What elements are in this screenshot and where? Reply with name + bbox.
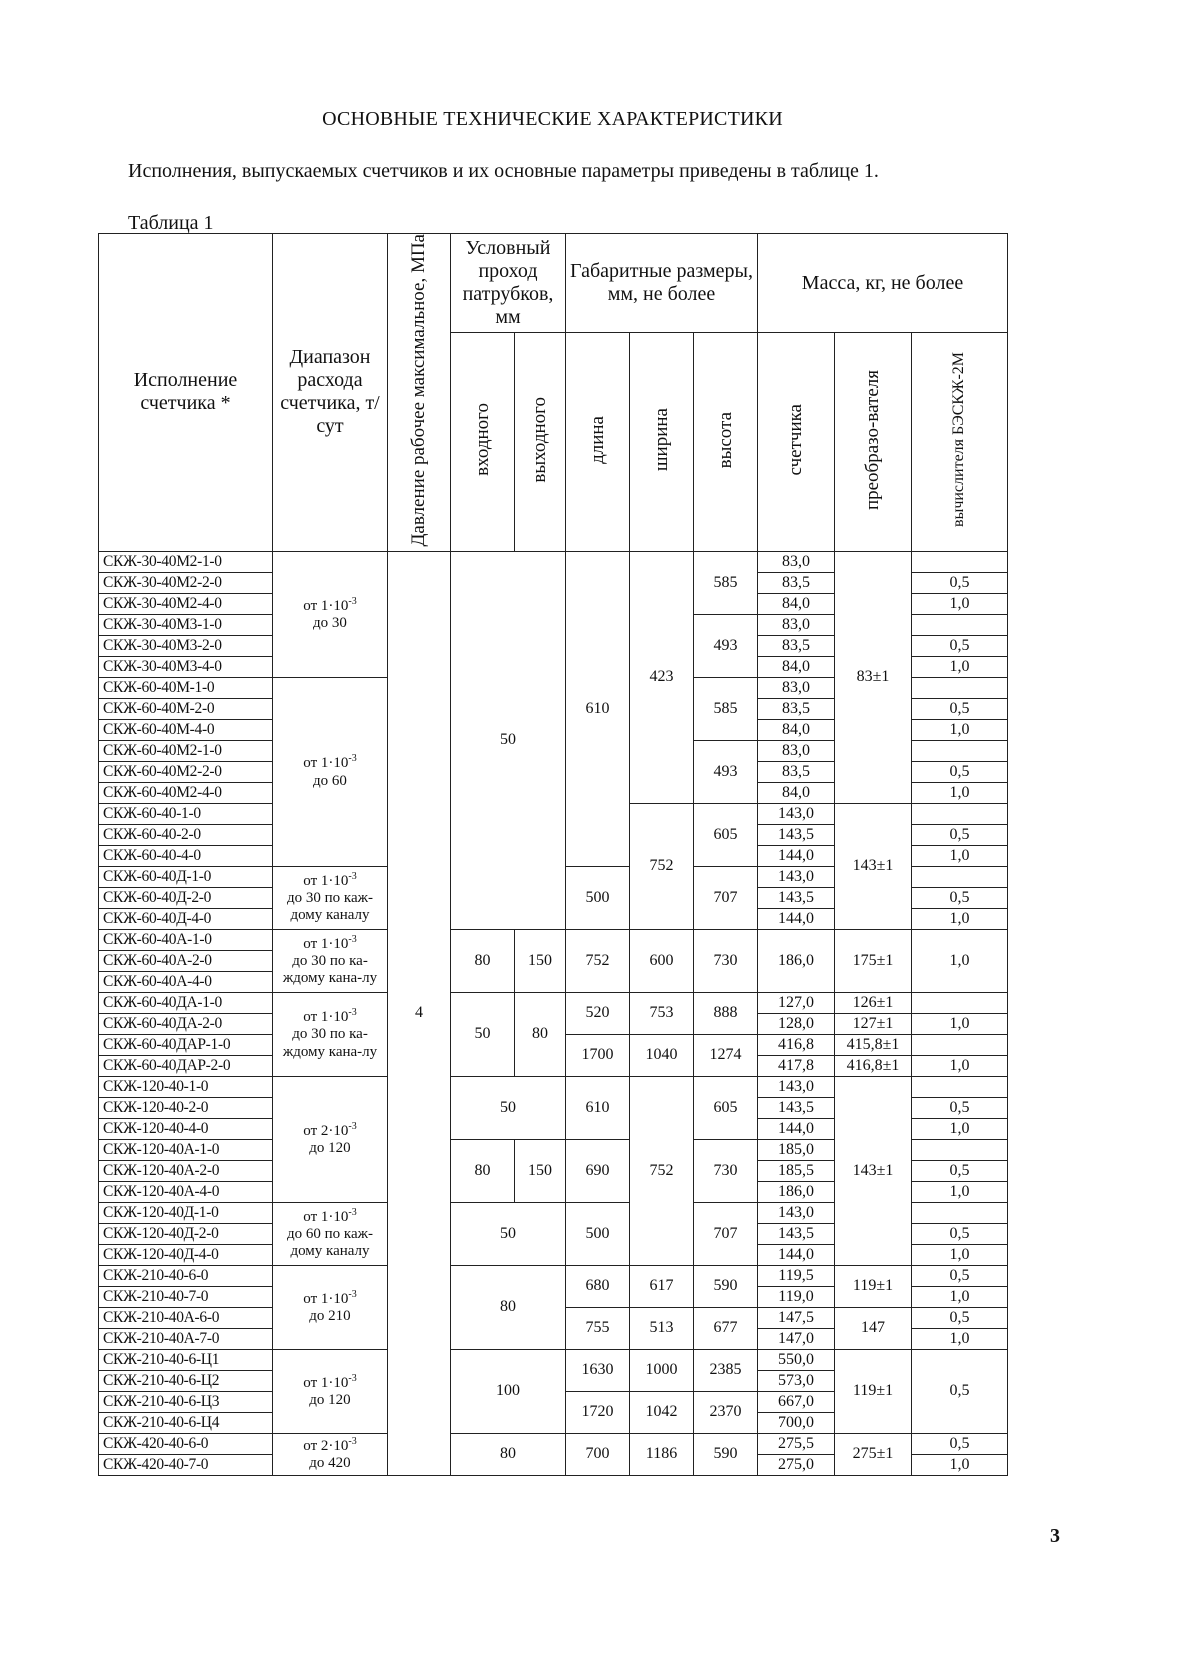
width-cell: 617 bbox=[630, 1265, 694, 1307]
mass-meter-cell: 186,0 bbox=[758, 929, 835, 992]
converter-cell: 275±1 bbox=[835, 1433, 912, 1475]
converter-cell: 175±1 bbox=[835, 929, 912, 992]
mass-meter-cell: 143,5 bbox=[758, 887, 835, 908]
model-cell: СКЖ-210-40А-7-0 bbox=[99, 1328, 273, 1349]
model-cell: СКЖ-120-40-2-0 bbox=[99, 1097, 273, 1118]
intro-paragraph: Исполнения, выпускаемых счетчиков и их основные параметры приведены в таблице 1. bbox=[128, 160, 879, 182]
calc-cell: 1,0 bbox=[912, 593, 1008, 614]
calc-cell: 0,5 bbox=[912, 635, 1008, 656]
mass-meter-cell: 185,0 bbox=[758, 1139, 835, 1160]
calc-cell: 1,0 bbox=[912, 782, 1008, 803]
flow-cell: от $1\cdot 10^{-3}$ до 30 по ка-ждому кана-лу bbox=[273, 929, 388, 992]
converter-cell: 119±1 bbox=[835, 1349, 912, 1433]
width-cell: 752 bbox=[630, 803, 694, 929]
calc-cell: 0,5 bbox=[912, 698, 1008, 719]
bore-cell: 80 bbox=[451, 1433, 566, 1475]
calc-cell bbox=[912, 740, 1008, 761]
height-cell: 2385 bbox=[694, 1349, 758, 1391]
length-cell: 755 bbox=[566, 1307, 630, 1349]
converter-cell: 143±1 bbox=[835, 803, 912, 929]
calc-cell: 1,0 bbox=[912, 1328, 1008, 1349]
mass-meter-cell: 143,0 bbox=[758, 1202, 835, 1223]
model-cell: СКЖ-420-40-6-0 bbox=[99, 1433, 273, 1454]
height-cell: 707 bbox=[694, 1202, 758, 1265]
header-bore-out: выходного bbox=[515, 333, 566, 552]
height-cell: 590 bbox=[694, 1433, 758, 1475]
calc-cell: 1,0 bbox=[912, 1454, 1008, 1475]
table-row bbox=[99, 929, 1008, 950]
model-cell: СКЖ-60-40ДА-2-0 bbox=[99, 1013, 273, 1034]
model-cell: СКЖ-210-40А-6-0 bbox=[99, 1307, 273, 1328]
header-mass-group: Масса, кг, не более bbox=[758, 234, 1008, 333]
model-cell: СКЖ-60-40М-2-0 bbox=[99, 698, 273, 719]
width-cell: 752 bbox=[630, 1076, 694, 1265]
calc-cell: 0,5 bbox=[912, 824, 1008, 845]
calc-cell: 0,5 bbox=[912, 1097, 1008, 1118]
model-cell: СКЖ-60-40А-2-0 bbox=[99, 950, 273, 971]
mass-meter-cell: 275,0 bbox=[758, 1454, 835, 1475]
mass-meter-cell: 144,0 bbox=[758, 845, 835, 866]
model-cell: СКЖ-30-40М3-1-0 bbox=[99, 614, 273, 635]
model-cell: СКЖ-210-40-6-Ц2 bbox=[99, 1370, 273, 1391]
table-row bbox=[99, 1076, 1008, 1097]
height-cell: 493 bbox=[694, 614, 758, 677]
width-cell: 1040 bbox=[630, 1034, 694, 1076]
flow-cell: от $1\cdot 10^{-3}$ до 210 bbox=[273, 1265, 388, 1349]
header-mass-converter: преобразо-вателя bbox=[835, 333, 912, 552]
calc-cell bbox=[912, 551, 1008, 572]
model-cell: СКЖ-210-40-6-Ц3 bbox=[99, 1391, 273, 1412]
converter-cell: 147 bbox=[835, 1307, 912, 1349]
calc-cell: 1,0 bbox=[912, 1055, 1008, 1076]
model-cell: СКЖ-60-40А-1-0 bbox=[99, 929, 273, 950]
bore-cell: 50 bbox=[451, 551, 566, 929]
length-cell: 680 bbox=[566, 1265, 630, 1307]
mass-meter-cell: 83,5 bbox=[758, 761, 835, 782]
converter-cell: 83±1 bbox=[835, 551, 912, 803]
calc-cell: 1,0 bbox=[912, 929, 1008, 992]
bore-out-cell: 150 bbox=[515, 929, 566, 992]
calc-cell bbox=[912, 1139, 1008, 1160]
header-model: Исполнение счетчика * bbox=[99, 234, 273, 552]
model-cell: СКЖ-210-40-6-0 bbox=[99, 1265, 273, 1286]
length-cell: 500 bbox=[566, 866, 630, 929]
converter-cell: 416,8±1 bbox=[835, 1055, 912, 1076]
calc-cell bbox=[912, 614, 1008, 635]
model-cell: СКЖ-30-40М2-1-0 bbox=[99, 551, 273, 572]
calc-cell bbox=[912, 1076, 1008, 1097]
flow-cell: от $1\cdot 10^{-3}$ до 30 по каж-дому каналу bbox=[273, 866, 388, 929]
calc-cell bbox=[912, 866, 1008, 887]
mass-meter-cell: 143,0 bbox=[758, 803, 835, 824]
height-cell: 730 bbox=[694, 929, 758, 992]
table-caption: Таблица 1 bbox=[128, 212, 214, 234]
bore-in-cell: 50 bbox=[451, 992, 515, 1076]
width-cell: 753 bbox=[630, 992, 694, 1034]
length-cell: 520 bbox=[566, 992, 630, 1034]
height-cell: 707 bbox=[694, 866, 758, 929]
model-cell: СКЖ-60-40ДА-1-0 bbox=[99, 992, 273, 1013]
model-cell: СКЖ-60-40А-4-0 bbox=[99, 971, 273, 992]
mass-meter-cell: 83,0 bbox=[758, 677, 835, 698]
table-row bbox=[99, 992, 1008, 1013]
mass-meter-cell: 667,0 bbox=[758, 1391, 835, 1412]
model-cell: СКЖ-420-40-7-0 bbox=[99, 1454, 273, 1475]
header-bore-in: входного bbox=[451, 333, 515, 552]
height-cell: 585 bbox=[694, 551, 758, 614]
width-cell: 1186 bbox=[630, 1433, 694, 1475]
table-row bbox=[99, 1265, 1008, 1286]
mass-meter-cell: 417,8 bbox=[758, 1055, 835, 1076]
flow-cell: от $1\cdot 10^{-3}$ до 30 по ка-ждому кана-лу bbox=[273, 992, 388, 1076]
table-row bbox=[99, 551, 1008, 572]
mass-meter-cell: 275,5 bbox=[758, 1433, 835, 1454]
length-cell: 610 bbox=[566, 1076, 630, 1139]
table-row bbox=[99, 1433, 1008, 1454]
width-cell: 1000 bbox=[630, 1349, 694, 1391]
mass-meter-cell: 573,0 bbox=[758, 1370, 835, 1391]
converter-cell: 415,8±1 bbox=[835, 1034, 912, 1055]
flow-cell: от $1\cdot 10^{-3}$ до 120 bbox=[273, 1349, 388, 1433]
header-mass-meter: счетчика bbox=[758, 333, 835, 552]
model-cell: СКЖ-60-40М2-1-0 bbox=[99, 740, 273, 761]
model-cell: СКЖ-60-40М2-2-0 bbox=[99, 761, 273, 782]
height-cell: 1274 bbox=[694, 1034, 758, 1076]
height-cell: 585 bbox=[694, 677, 758, 740]
calc-cell bbox=[912, 677, 1008, 698]
page-title: ОСНОВНЫЕ ТЕХНИЧЕСКИЕ ХАРАКТЕРИСТИКИ bbox=[322, 108, 783, 130]
mass-meter-cell: 147,0 bbox=[758, 1328, 835, 1349]
flow-cell: от $1\cdot 10^{-3}$ до 60 по каж-дому каналу bbox=[273, 1202, 388, 1265]
header-height: высота bbox=[694, 333, 758, 552]
model-cell: СКЖ-60-40Д-2-0 bbox=[99, 887, 273, 908]
height-cell: 677 bbox=[694, 1307, 758, 1349]
calc-cell bbox=[912, 1034, 1008, 1055]
model-cell: СКЖ-30-40М3-4-0 bbox=[99, 656, 273, 677]
model-cell: СКЖ-60-40М-1-0 bbox=[99, 677, 273, 698]
mass-meter-cell: 143,0 bbox=[758, 866, 835, 887]
header-length: длина bbox=[566, 333, 630, 552]
bore-in-cell: 80 bbox=[451, 1139, 515, 1202]
model-cell: СКЖ-60-40Д-1-0 bbox=[99, 866, 273, 887]
calc-cell: 0,5 bbox=[912, 1433, 1008, 1454]
mass-meter-cell: 144,0 bbox=[758, 908, 835, 929]
mass-meter-cell: 143,0 bbox=[758, 1076, 835, 1097]
model-cell: СКЖ-60-40М2-4-0 bbox=[99, 782, 273, 803]
header-flow: Диапазон расхода счетчика, т/сут bbox=[273, 234, 388, 552]
mass-meter-cell: 84,0 bbox=[758, 782, 835, 803]
bore-cell: 50 bbox=[451, 1076, 566, 1139]
length-cell: 1630 bbox=[566, 1349, 630, 1391]
height-cell: 605 bbox=[694, 1076, 758, 1139]
mass-meter-cell: 83,5 bbox=[758, 635, 835, 656]
model-cell: СКЖ-120-40Д-2-0 bbox=[99, 1223, 273, 1244]
model-cell: СКЖ-30-40М3-2-0 bbox=[99, 635, 273, 656]
model-cell: СКЖ-60-40-2-0 bbox=[99, 824, 273, 845]
calc-cell: 1,0 bbox=[912, 1118, 1008, 1139]
mass-meter-cell: 83,0 bbox=[758, 740, 835, 761]
pressure-cell: 4 bbox=[388, 551, 451, 1475]
table-row bbox=[99, 1349, 1008, 1370]
model-cell: СКЖ-120-40Д-4-0 bbox=[99, 1244, 273, 1265]
model-cell: СКЖ-30-40М2-2-0 bbox=[99, 572, 273, 593]
calc-cell: 1,0 bbox=[912, 719, 1008, 740]
calc-cell: 0,5 bbox=[912, 1307, 1008, 1328]
mass-meter-cell: 128,0 bbox=[758, 1013, 835, 1034]
calc-cell: 1,0 bbox=[912, 1181, 1008, 1202]
calc-cell: 0,5 bbox=[912, 572, 1008, 593]
page-number: 3 bbox=[1050, 1525, 1060, 1547]
mass-meter-cell: 119,5 bbox=[758, 1265, 835, 1286]
bore-cell: 80 bbox=[451, 1265, 566, 1349]
width-cell: 513 bbox=[630, 1307, 694, 1349]
calc-cell: 0,5 bbox=[912, 887, 1008, 908]
width-cell: 600 bbox=[630, 929, 694, 992]
model-cell: СКЖ-60-40ДАР-2-0 bbox=[99, 1055, 273, 1076]
calc-cell: 1,0 bbox=[912, 656, 1008, 677]
width-cell: 423 bbox=[630, 551, 694, 803]
mass-meter-cell: 83,5 bbox=[758, 698, 835, 719]
length-cell: 700 bbox=[566, 1433, 630, 1475]
model-cell: СКЖ-210-40-6-Ц4 bbox=[99, 1412, 273, 1433]
mass-meter-cell: 83,5 bbox=[758, 572, 835, 593]
height-cell: 590 bbox=[694, 1265, 758, 1307]
length-cell: 1700 bbox=[566, 1034, 630, 1076]
length-cell: 610 bbox=[566, 551, 630, 866]
header-pressure: Давление рабочее максимальное, МПа bbox=[388, 234, 451, 552]
specifications-table bbox=[98, 233, 1008, 1476]
calc-cell bbox=[912, 992, 1008, 1013]
flow-cell: от $1\cdot 10^{-3}$ до 60 bbox=[273, 677, 388, 866]
mass-meter-cell: 143,5 bbox=[758, 824, 835, 845]
calc-cell: 0,5 bbox=[912, 1160, 1008, 1181]
mass-meter-cell: 185,5 bbox=[758, 1160, 835, 1181]
model-cell: СКЖ-60-40ДАР-1-0 bbox=[99, 1034, 273, 1055]
mass-meter-cell: 143,5 bbox=[758, 1097, 835, 1118]
calc-cell: 0,5 bbox=[912, 1265, 1008, 1286]
calc-cell: 0,5 bbox=[912, 761, 1008, 782]
converter-cell: 119±1 bbox=[835, 1265, 912, 1307]
mass-meter-cell: 83,0 bbox=[758, 551, 835, 572]
mass-meter-cell: 144,0 bbox=[758, 1244, 835, 1265]
mass-meter-cell: 127,0 bbox=[758, 992, 835, 1013]
model-cell: СКЖ-120-40-4-0 bbox=[99, 1118, 273, 1139]
model-cell: СКЖ-120-40А-2-0 bbox=[99, 1160, 273, 1181]
mass-meter-cell: 700,0 bbox=[758, 1412, 835, 1433]
mass-meter-cell: 84,0 bbox=[758, 656, 835, 677]
mass-meter-cell: 147,5 bbox=[758, 1307, 835, 1328]
mass-meter-cell: 416,8 bbox=[758, 1034, 835, 1055]
mass-meter-cell: 119,0 bbox=[758, 1286, 835, 1307]
model-cell: СКЖ-60-40М-4-0 bbox=[99, 719, 273, 740]
length-cell: 1720 bbox=[566, 1391, 630, 1433]
height-cell: 2370 bbox=[694, 1391, 758, 1433]
model-cell: СКЖ-120-40Д-1-0 bbox=[99, 1202, 273, 1223]
model-cell: СКЖ-210-40-6-Ц1 bbox=[99, 1349, 273, 1370]
calc-cell: 1,0 bbox=[912, 908, 1008, 929]
model-cell: СКЖ-120-40А-4-0 bbox=[99, 1181, 273, 1202]
model-cell: СКЖ-60-40-4-0 bbox=[99, 845, 273, 866]
calc-cell: 1,0 bbox=[912, 1286, 1008, 1307]
calc-cell: 0,5 bbox=[912, 1223, 1008, 1244]
bore-out-cell: 80 bbox=[515, 992, 566, 1076]
calc-cell bbox=[912, 1202, 1008, 1223]
flow-cell: от $2\cdot 10^{-3}$ до 120 bbox=[273, 1076, 388, 1202]
height-cell: 730 bbox=[694, 1139, 758, 1202]
converter-cell: 143±1 bbox=[835, 1076, 912, 1265]
mass-meter-cell: 84,0 bbox=[758, 593, 835, 614]
model-cell: СКЖ-120-40А-1-0 bbox=[99, 1139, 273, 1160]
width-cell: 1042 bbox=[630, 1391, 694, 1433]
calc-cell: 1,0 bbox=[912, 845, 1008, 866]
model-cell: СКЖ-60-40Д-4-0 bbox=[99, 908, 273, 929]
height-cell: 605 bbox=[694, 803, 758, 866]
mass-meter-cell: 143,5 bbox=[758, 1223, 835, 1244]
bore-in-cell: 80 bbox=[451, 929, 515, 992]
bore-cell: 50 bbox=[451, 1202, 566, 1265]
header-mass-calc: вычислителя БЭСКЖ-2М bbox=[912, 333, 1008, 552]
calc-cell: 1,0 bbox=[912, 1244, 1008, 1265]
converter-cell: 127±1 bbox=[835, 1013, 912, 1034]
bore-out-cell: 150 bbox=[515, 1139, 566, 1202]
bore-cell: 100 bbox=[451, 1349, 566, 1433]
model-cell: СКЖ-120-40-1-0 bbox=[99, 1076, 273, 1097]
model-cell: СКЖ-60-40-1-0 bbox=[99, 803, 273, 824]
mass-meter-cell: 186,0 bbox=[758, 1181, 835, 1202]
header-row-1 bbox=[99, 234, 1008, 333]
calc-cell: 1,0 bbox=[912, 1013, 1008, 1034]
length-cell: 752 bbox=[566, 929, 630, 992]
flow-cell: от $2\cdot 10^{-3}$ до 420 bbox=[273, 1433, 388, 1475]
calc-cell bbox=[912, 803, 1008, 824]
mass-meter-cell: 550,0 bbox=[758, 1349, 835, 1370]
model-cell: СКЖ-210-40-7-0 bbox=[99, 1286, 273, 1307]
length-cell: 500 bbox=[566, 1202, 630, 1265]
mass-meter-cell: 84,0 bbox=[758, 719, 835, 740]
header-bore-group: Условный проход патрубков, мм bbox=[451, 234, 566, 333]
height-cell: 888 bbox=[694, 992, 758, 1034]
mass-meter-cell: 83,0 bbox=[758, 614, 835, 635]
header-dims-group: Габаритные размеры, мм, не более bbox=[566, 234, 758, 333]
calc-cell: 0,5 bbox=[912, 1349, 1008, 1433]
mass-meter-cell: 144,0 bbox=[758, 1118, 835, 1139]
length-cell: 690 bbox=[566, 1139, 630, 1202]
converter-cell: 126±1 bbox=[835, 992, 912, 1013]
header-width: ширина bbox=[630, 333, 694, 552]
model-cell: СКЖ-30-40М2-4-0 bbox=[99, 593, 273, 614]
height-cell: 493 bbox=[694, 740, 758, 803]
flow-cell: от $1\cdot 10^{-3}$ до 30 bbox=[273, 551, 388, 677]
